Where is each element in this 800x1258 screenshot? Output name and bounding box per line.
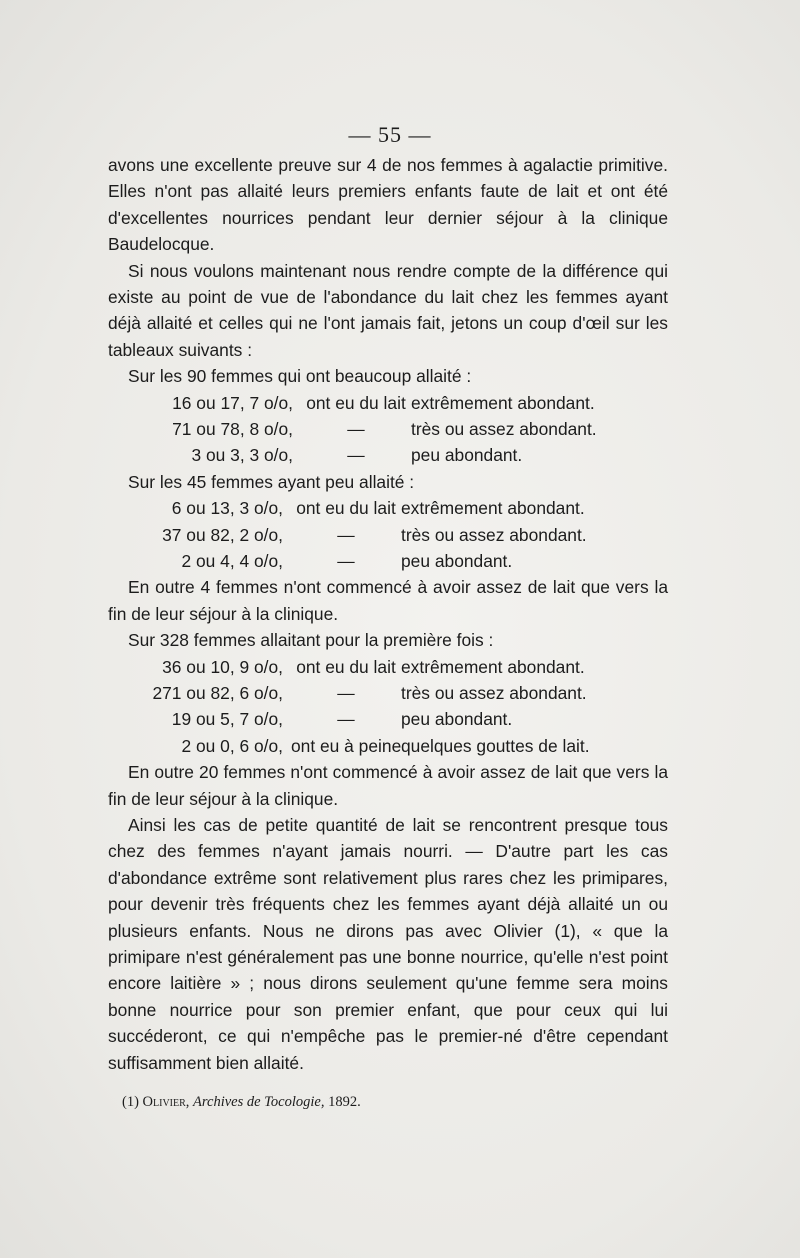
row-count: 3 ou 3, 3 o/o, — [191, 445, 293, 466]
table-row — [108, 416, 668, 442]
table-heading-3: Sur 328 femmes allaitant pour la première fois : — [128, 630, 494, 651]
row-phrase: — — [347, 419, 365, 440]
footnote-marker: (1) — [122, 1094, 139, 1110]
row-description: peu abondant. — [411, 445, 523, 466]
table-group-1 — [108, 363, 668, 469]
paragraph-2: Si nous voulons maintenant nous rendre compte de la différence qui existe au point de vue de l'abondance du lait chez les femmes ayant déjà allaité et celles qui ne l'ont jamais fait, jetons un coup d'œil sur les tableaux suivants : — [108, 260, 668, 360]
row-description: quelques gouttes de lait. — [401, 735, 590, 756]
paragraph-3: En outre 4 femmes n'ont commencé à avoir assez de lait que vers la fin de leur séjour à la clinique. — [108, 577, 668, 624]
row-count: 71 ou 78, 8 o/o, — [172, 419, 293, 440]
row-count: 36 ou 10, 9 o/o, — [162, 656, 283, 677]
row-phrase: — — [337, 683, 355, 704]
paragraph-4: En outre 20 femmes n'ont commencé à avoir assez de lait que vers la fin de leur séjour à la clinique. — [108, 762, 668, 809]
row-count: 19 ou 5, 7 o/o, — [171, 709, 283, 730]
table-group-3 — [108, 627, 668, 759]
row-count: 37 ou 82, 2 o/o, — [162, 524, 283, 545]
row-count: 2 ou 0, 6 o/o, — [181, 735, 283, 756]
row-phrase: — — [347, 445, 365, 466]
row-description: extrêmement abondant. — [401, 498, 585, 519]
row-count: 2 ou 4, 4 o/o, — [181, 551, 283, 572]
footnote — [122, 1094, 361, 1111]
row-phrase: — — [337, 709, 355, 730]
paragraph-1: avons une excellente preuve sur 4 de nos femmes à agalactie primitive. Elles n'ont pas allaité leurs premiers enfants faute de lait et ont été d'excellentes nourrices pendant leur dernier séjour à la clinique Baudelocque. — [108, 155, 668, 255]
row-phrase: ont eu du lait — [296, 498, 396, 519]
footnote-author: Olivier, — [142, 1094, 190, 1110]
table-heading-1: Sur les 90 femmes qui ont beaucoup allaité : — [128, 366, 472, 387]
row-description: très ou assez abondant. — [401, 683, 587, 704]
row-count: 6 ou 13, 3 o/o, — [171, 498, 283, 519]
row-count: 16 ou 17, 7 o/o, — [172, 392, 293, 413]
row-phrase: — — [337, 524, 355, 545]
table-heading-2: Sur les 45 femmes ayant peu allaité : — [128, 471, 415, 492]
body-text — [108, 152, 668, 1076]
table-row — [108, 706, 668, 732]
table-row — [108, 680, 668, 706]
row-description: très ou assez abondant. — [411, 419, 597, 440]
row-count: 271 ou 82, 6 o/o, — [152, 683, 283, 704]
row-description: extrêmement abondant. — [411, 392, 595, 413]
page-number: — 55 — — [348, 122, 432, 147]
row-description: extrêmement abondant. — [401, 656, 585, 677]
paragraph-5: Ainsi les cas de petite quantité de lait se rencontrent presque tous chez des femmes n'ayant jamais nourri. — D'autre part les cas d'abondance extrême sont relativement plus rares chez les primipares, pour devenir très fréquents chez les femmes ayant déjà allaité un ou plusieurs enfants. Nous ne dirons pas avec Olivier (1), « que la primipare n'est généralement pas une bonne nourrice, qu'elle n'est point encore laitière » ; nous dirons seulement qu'une femme sera moins bonne nourrice pour son premier enfant, que pour ceux qui lui succéderont, ce qui n'empêche pas le premier-né d'être cependant suffisamment bien allaité. — [108, 815, 668, 1073]
row-phrase: — — [337, 551, 355, 572]
table-row — [108, 390, 668, 416]
row-phrase: ont eu à peine — [291, 735, 402, 756]
table-row — [108, 654, 668, 680]
row-phrase: ont eu du lait — [306, 392, 406, 413]
row-phrase: ont eu du lait — [296, 656, 396, 677]
row-description: très ou assez abondant. — [401, 524, 587, 545]
footnote-year: 1892. — [328, 1094, 361, 1110]
table-row — [108, 495, 668, 521]
table-row — [108, 733, 668, 759]
footnote-title: Archives de Tocologie, — [193, 1094, 325, 1110]
table-row — [108, 548, 668, 574]
table-row — [108, 442, 668, 468]
table-row — [108, 522, 668, 548]
row-description: peu abondant. — [401, 551, 513, 572]
table-group-2 — [108, 469, 668, 575]
row-description: peu abondant. — [401, 709, 513, 730]
